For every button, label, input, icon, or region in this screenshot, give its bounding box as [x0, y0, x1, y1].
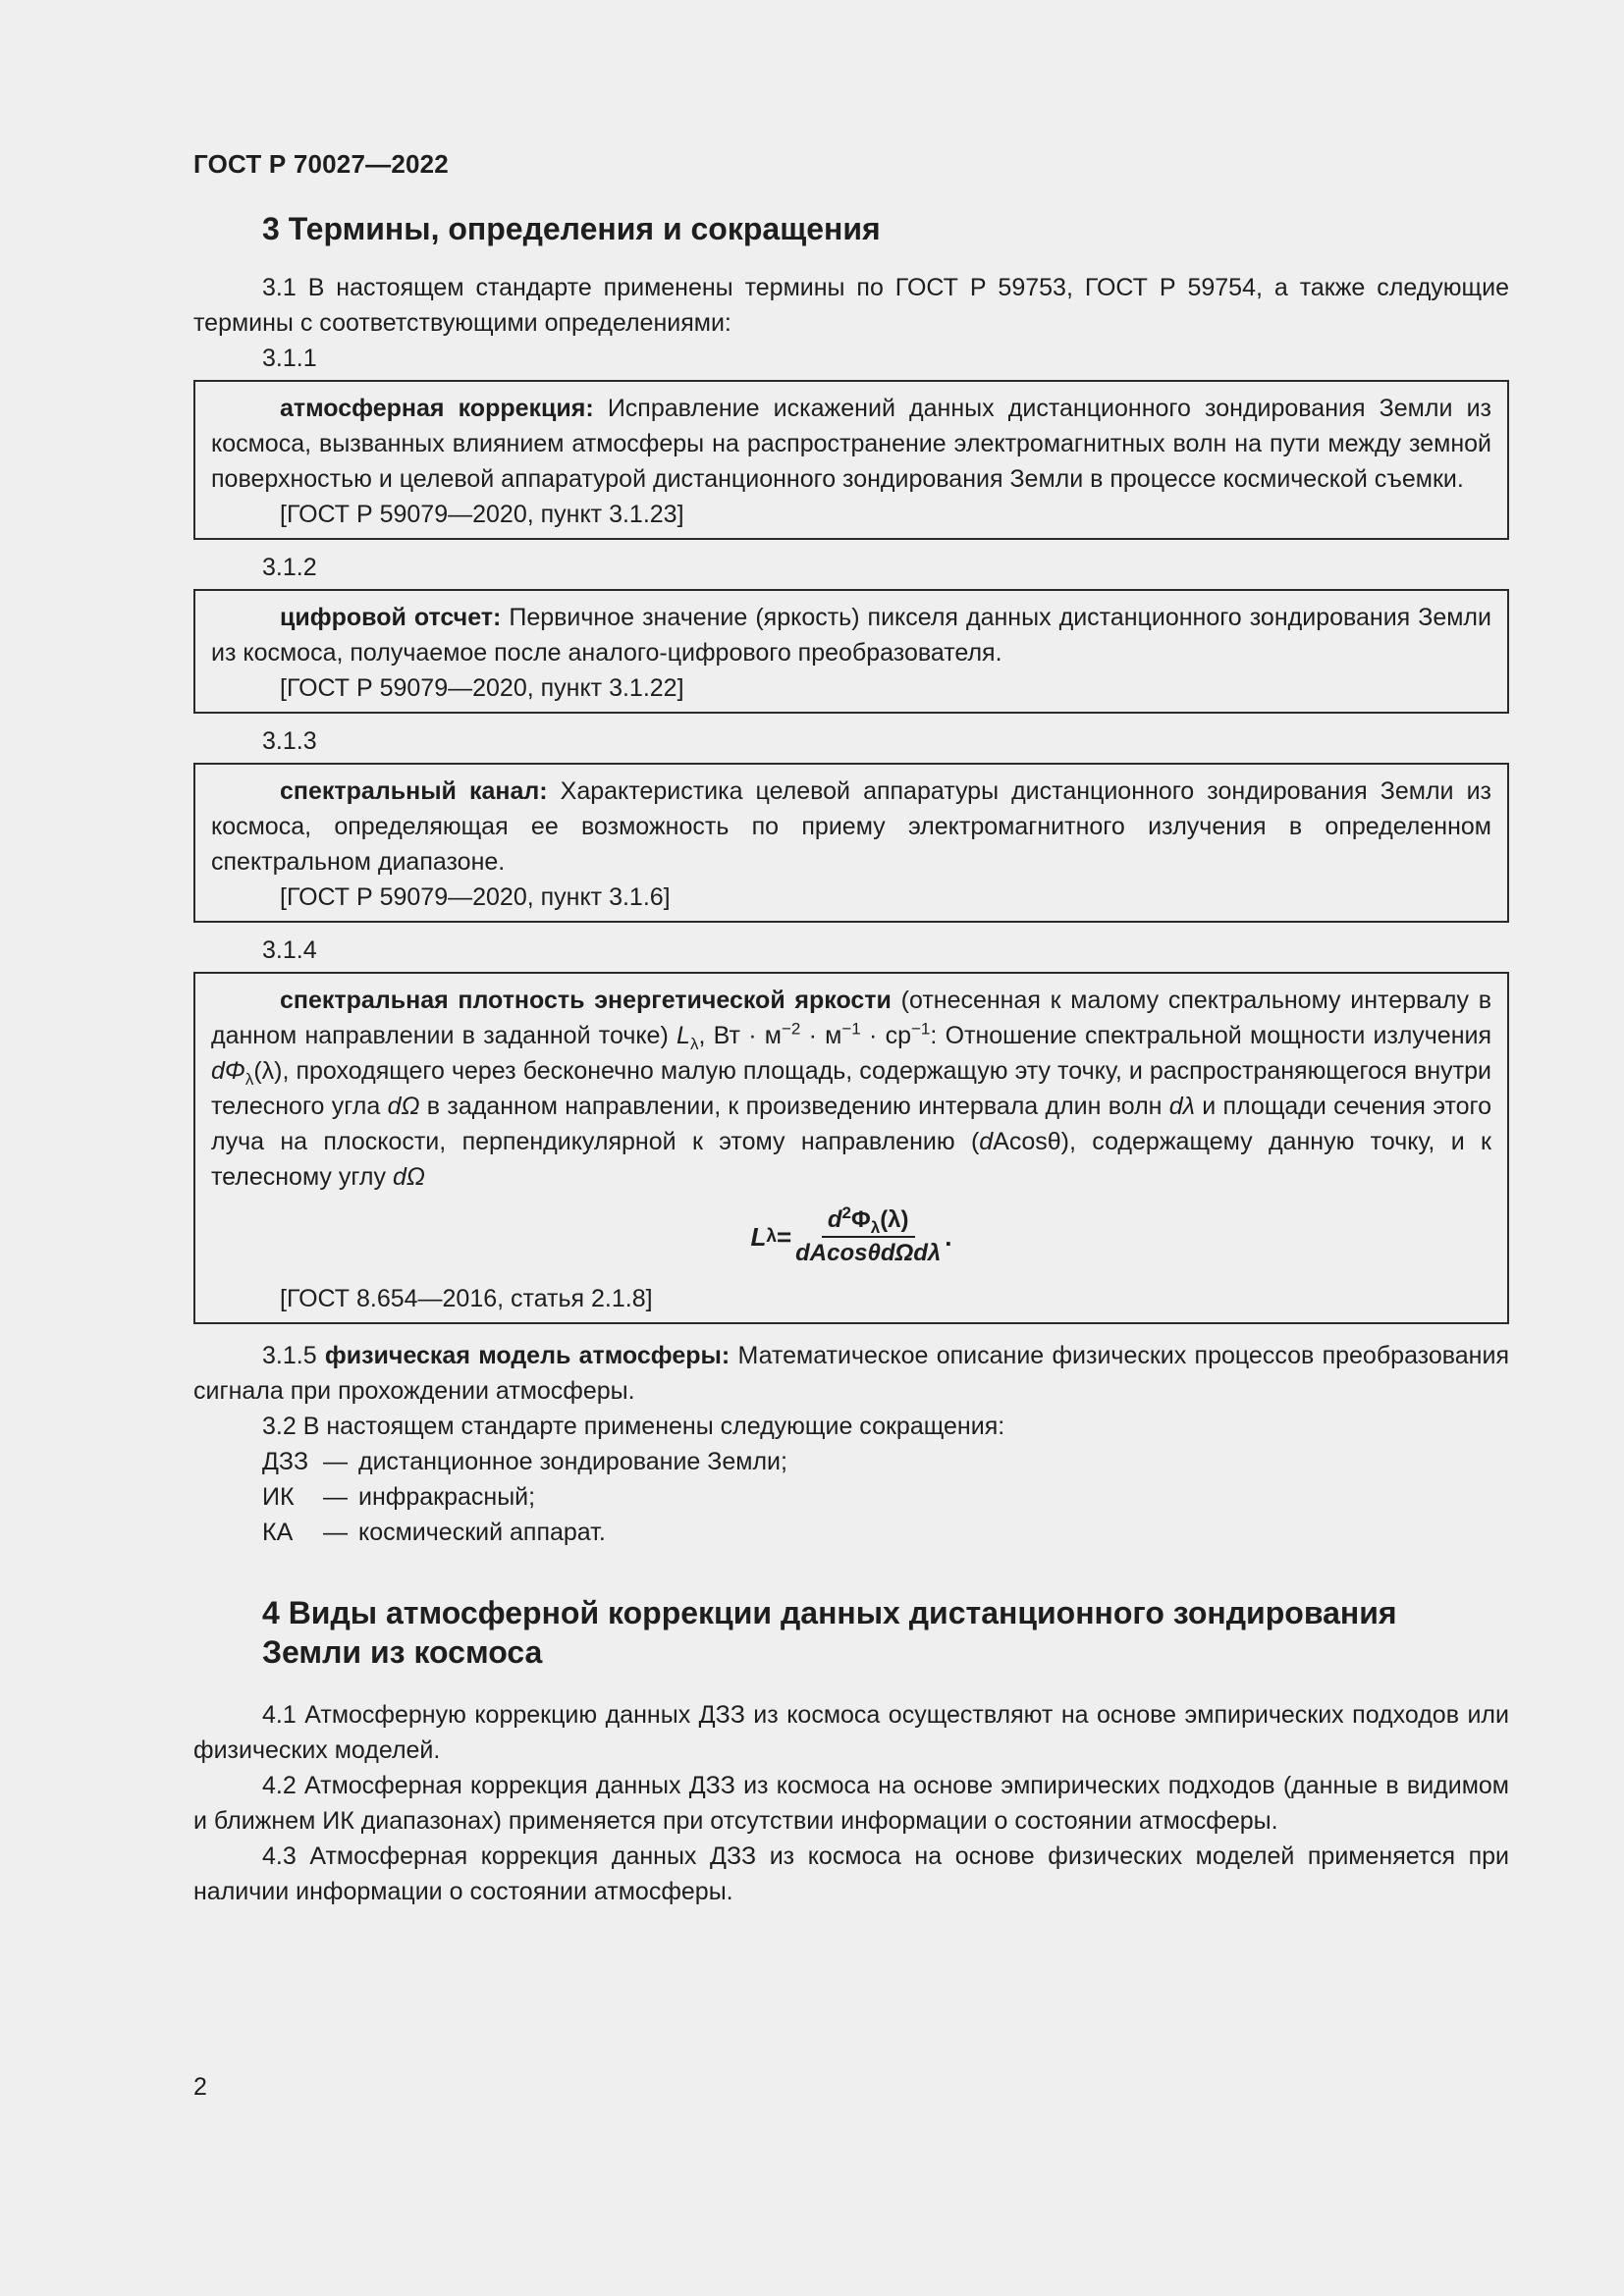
section-3-title: 3 Термины, определения и сокращения — [262, 211, 881, 246]
formula: L λ = $\frac{d^2\Phi_\lambda(\lambda)}{\text{dAcosθdΩdλ}}$ . — [750, 1203, 952, 1266]
term-name: спектральная плотность энергетической яркости — [280, 987, 892, 1014]
term-text: Первичное значение (яркость) пикселя данных дистанционного зондирования Земли из космоса, получаемое после аналого-цифрового преобразователя. — [211, 604, 1491, 667]
term-box-3-1-2 — [193, 589, 1509, 714]
section-4-title-line-2: Земли из космоса — [262, 1634, 543, 1670]
formula-num-sup: 2 — [841, 1203, 852, 1222]
units-text: · м — [800, 1022, 842, 1049]
term-name: физическая модель атмосферы: — [324, 1342, 731, 1369]
formula-fraction — [795, 1203, 942, 1267]
term-text: , проходящего через бесконечно малую площадь, содержащую эту точку, и распространяющегося внутри телесного угла — [211, 1057, 1491, 1120]
symbol-domega: dΩ — [387, 1093, 420, 1120]
symbol-dlambda: dλ — [1168, 1093, 1195, 1120]
paragraph-3-2: 3.2 В настоящем стандарте применены следующие сокращения: — [262, 1413, 1005, 1440]
symbol-dphi: dΦ — [211, 1057, 245, 1085]
abbr-dash: — — [323, 1483, 348, 1511]
symbol-dphi-arg: (λ) — [253, 1057, 283, 1085]
term-source: [ГОСТ 8.654—2016, статья 2.1.8] — [280, 1285, 653, 1312]
term-box-3-1-4 — [193, 972, 1509, 1324]
abbreviation-item — [193, 1444, 1509, 1479]
term-definition — [211, 983, 1491, 1195]
term-text: Математическое описание физических процессов преобразования сигнала при прохождении атмосферы. — [193, 1342, 1509, 1405]
term-number: 3.1.2 — [262, 554, 317, 581]
units-text: · ср — [860, 1022, 911, 1049]
abbr-key: КА — [262, 1519, 294, 1546]
formula-denominator: dAcosθdΩdλ — [795, 1240, 942, 1266]
formula-num-d: d — [827, 1206, 842, 1233]
term-text: в заданном направлении, к произведению интервала длин волн — [419, 1093, 1169, 1120]
units-text: , Вт · м — [698, 1022, 782, 1049]
term-source: [ГОСТ Р 59079—2020, пункт 3.1.6] — [280, 883, 671, 911]
symbol-d: d — [979, 1128, 994, 1155]
section-4-title — [193, 1593, 1509, 1672]
term-box-3-1-3 — [193, 763, 1509, 923]
term-number: 3.1.5 — [262, 1342, 325, 1369]
document-page — [193, 0, 1509, 1909]
formula-num-arg: (λ) — [880, 1206, 909, 1233]
abbr-dash: — — [323, 1519, 348, 1546]
symbol-L: L — [677, 1022, 690, 1049]
term-definition — [211, 391, 1491, 497]
term-text: (отнесенная к малому спектральному интервалу в данном направлении в заданной точке) — [211, 987, 1491, 1049]
term-source: [ГОСТ Р 59079—2020, пункт 3.1.23] — [280, 501, 684, 528]
term-name: атмосферная коррекция: — [280, 395, 594, 422]
term-source: [ГОСТ Р 59079—2020, пункт 3.1.22] — [280, 674, 684, 702]
abbr-key: ДЗЗ — [262, 1448, 309, 1475]
term-text: и площади сечения этого луча на плоскости, перпендикулярной к этому направлению ( — [211, 1093, 1491, 1155]
paragraph-4-3: 4.3 Атмосферная коррекция данных ДЗЗ из космоса на основе физических моделей применяется при наличии информации о состоянии атмосферы. — [193, 1842, 1509, 1905]
term-box-3-1-1 — [193, 380, 1509, 540]
abbreviation-list — [193, 1444, 1509, 1550]
units-sup: −1 — [841, 1019, 861, 1039]
term-name: цифровой отсчет: — [280, 604, 502, 631]
term-number: 3.1.4 — [262, 936, 317, 964]
abbreviation-item — [193, 1479, 1509, 1515]
symbol-dphi-sub: λ — [244, 1070, 254, 1089]
page-number: 2 — [193, 2073, 207, 2101]
document-code-header: ГОСТ Р 70027—2022 — [193, 149, 449, 179]
term-number: 3.1.1 — [262, 345, 317, 372]
term-name: спектральный канал: — [280, 777, 548, 805]
formula-num-phi-sub: λ — [870, 1217, 881, 1237]
term-text: ), содержащему данную точку, и к телесному углу — [211, 1128, 1491, 1191]
symbol-lambda-sub: λ — [689, 1035, 699, 1053]
formula-num-phi: Φ — [851, 1206, 871, 1233]
formula-eq: = — [776, 1221, 792, 1252]
abbr-value: инфракрасный; — [358, 1483, 536, 1511]
symbol-domega: dΩ — [392, 1163, 425, 1191]
term-3-1-5 — [193, 1338, 1509, 1409]
formula-lhs: L — [750, 1221, 767, 1252]
section-4-title-line-1: 4 Виды атмосферной коррекции данных дистанционного зондирования — [262, 1595, 1397, 1630]
abbr-key: ИК — [262, 1483, 295, 1511]
term-text: Характеристика целевой аппаратуры дистанционного зондирования Земли из космоса, определяющая ее возможность по приему электромагнитного излучения в определенном спектральном диапазоне. — [211, 777, 1491, 876]
paragraph-4-1: 4.1 Атмосферную коррекцию данных ДЗЗ из космоса осуществляют на основе эмпирических подходов или физических моделей. — [193, 1701, 1509, 1764]
symbol-acos: Acosθ — [993, 1128, 1061, 1155]
term-definition — [211, 600, 1491, 670]
term-definition — [211, 774, 1491, 880]
abbreviation-item — [193, 1515, 1509, 1550]
term-text: Исправление искажений данных дистанционного зондирования Земли из космоса, вызванных влиянием атмосферы на распространение электромагнитных волн на пути между земной поверхностью и целевой аппаратурой дистанционного зондирования Земли в процессе космической съемки. — [211, 395, 1491, 493]
units-sup: −2 — [781, 1019, 801, 1039]
paragraph-3-1: 3.1 В настоящем стандарте применены термины по ГОСТ Р 59753, ГОСТ Р 59754, а также следующие термины с соответствующими определениями: — [193, 274, 1509, 337]
formula-end: . — [945, 1221, 952, 1252]
abbr-value: дистанционное зондирование Земли; — [358, 1448, 787, 1475]
term-number: 3.1.3 — [262, 727, 317, 755]
abbr-dash: — — [323, 1448, 348, 1475]
abbr-value: космический аппарат. — [358, 1519, 606, 1546]
formula-numerator — [822, 1203, 915, 1238]
term-text: : Отношение спектральной мощности излучения — [930, 1022, 1492, 1049]
units-sup: −1 — [910, 1019, 931, 1039]
paragraph-4-2: 4.2 Атмосферная коррекция данных ДЗЗ из космоса на основе эмпирических подходов (данные в видимом и ближнем ИК диапазонах) применяется при отсутствии информации о состоянии атмосферы. — [193, 1772, 1509, 1835]
